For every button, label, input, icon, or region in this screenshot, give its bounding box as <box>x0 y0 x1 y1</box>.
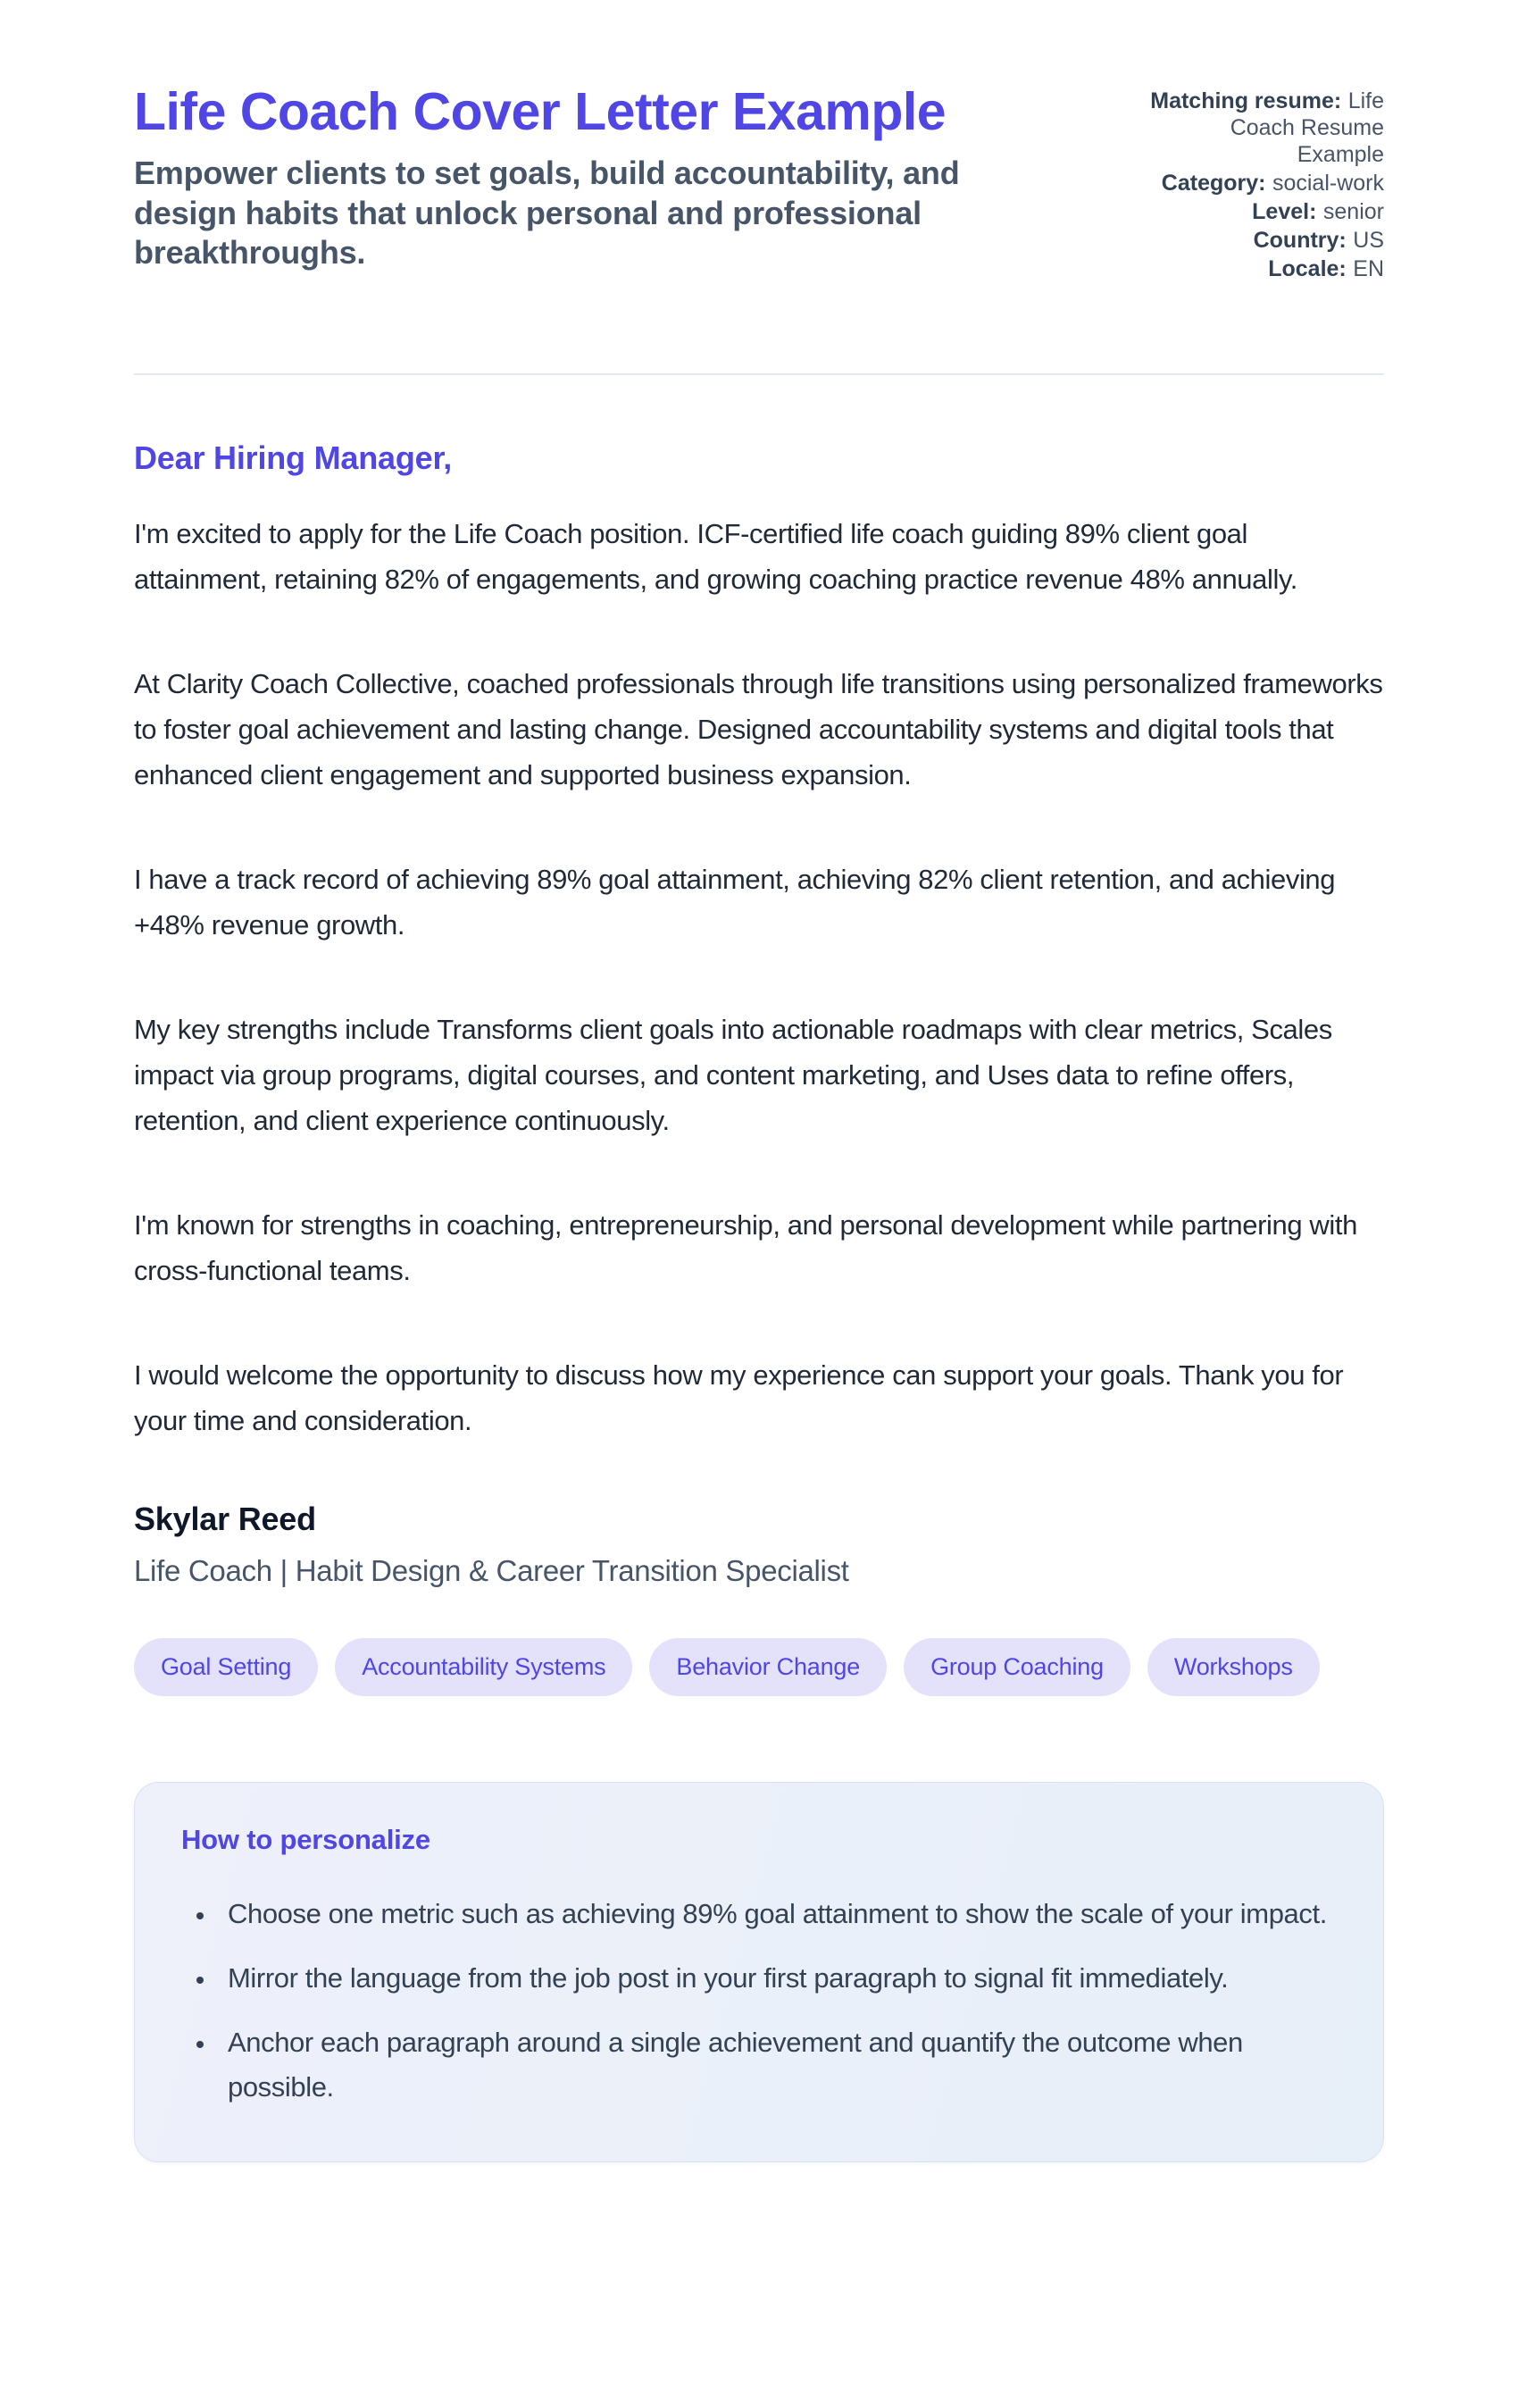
how-to-personalize-box <box>134 1782 1384 2162</box>
skill-tags <box>134 1638 1384 1696</box>
meta-value: EN <box>1353 256 1384 281</box>
letter-paragraph: My key strengths include Transforms client goals into actionable roadmaps with clear metrics, Scales impact via group programs, digital courses, and content marketing, and Uses data to refine offers, retention, and client experience continuously. <box>134 1014 1332 1136</box>
header-divider <box>134 373 1384 375</box>
meta-label: Country: <box>1253 228 1347 253</box>
letter-paragraph: I'm excited to apply for the Life Coach position. ICF-certified life coach guiding 89% client goal attainment, retaining 82% of engagements, and growing coaching practice revenue 48% annually. <box>134 518 1297 595</box>
tips-list <box>181 1892 1337 2110</box>
page-title: Life Coach Cover Letter Example <box>134 82 947 141</box>
tag-goal-setting[interactable]: Goal Setting <box>134 1638 318 1696</box>
tip-item: • Choose one metric such as achieving 89% goal attainment to show the scale of your impact. <box>217 1892 1337 1936</box>
meta-value: US <box>1353 228 1384 253</box>
header <box>134 82 1384 284</box>
tag-group-coaching[interactable]: Group Coaching <box>904 1638 1130 1696</box>
page-container <box>134 0 1384 2251</box>
tag-workshops[interactable]: Workshops <box>1147 1638 1320 1696</box>
letter-paragraph: I would welcome the opportunity to discuss how my experience can support your goals. Thank you for your time and consideration. <box>134 1359 1344 1436</box>
letter-paragraph: I'm known for strengths in coaching, entrepreneurship, and personal development while partnering with cross-functional teams. <box>134 1209 1357 1286</box>
header-meta <box>1143 82 1384 284</box>
letter-paragraph: I have a track record of achieving 89% goal attainment, achieving 82% client retention, and achieving +48% revenue growth. <box>134 864 1336 941</box>
meta-label: Matching resume: <box>1150 88 1342 113</box>
tag-accountability-systems[interactable]: Accountability Systems <box>335 1638 632 1696</box>
header-main <box>134 82 1063 273</box>
signature-block <box>134 1501 1384 1588</box>
cover-letter-body <box>134 439 1384 1588</box>
signature-role: Life Coach | Habit Design & Career Transition Specialist <box>134 1554 849 1587</box>
tips-title: How to personalize <box>181 1824 430 1855</box>
meta-row-locale <box>1143 255 1384 282</box>
meta-label: Locale: <box>1268 256 1347 281</box>
page-subtitle: Empower clients to set goals, build accountability, and design habits that unlock personal and professional breakthroughs. <box>134 155 960 272</box>
meta-row-category <box>1143 170 1384 196</box>
tip-item: • Mirror the language from the job post in your first paragraph to signal fit immediately. <box>217 1956 1337 2001</box>
meta-value: Life Coach Resume Example <box>1230 88 1384 167</box>
meta-value: social-work <box>1272 171 1384 196</box>
signature-name: Skylar Reed <box>134 1501 316 1537</box>
meta-row-level <box>1143 198 1384 225</box>
meta-row-country <box>1143 227 1384 254</box>
letter-paragraph: At Clarity Coach Collective, coached professionals through life transitions using personalized frameworks to foster goal achievement and lasting change. Designed accountability systems and digital tools that enhanced client engagement and supported business expansion. <box>134 668 1383 790</box>
meta-label: Level: <box>1252 199 1317 224</box>
meta-row-matching-resume <box>1143 88 1384 168</box>
meta-label: Category: <box>1161 171 1266 196</box>
tag-behavior-change[interactable]: Behavior Change <box>649 1638 887 1696</box>
meta-value: senior <box>1322 199 1384 224</box>
tip-item: • Anchor each paragraph around a single achievement and quantify the outcome when possible. <box>217 2020 1337 2110</box>
salutation: Dear Hiring Manager, <box>134 439 453 476</box>
